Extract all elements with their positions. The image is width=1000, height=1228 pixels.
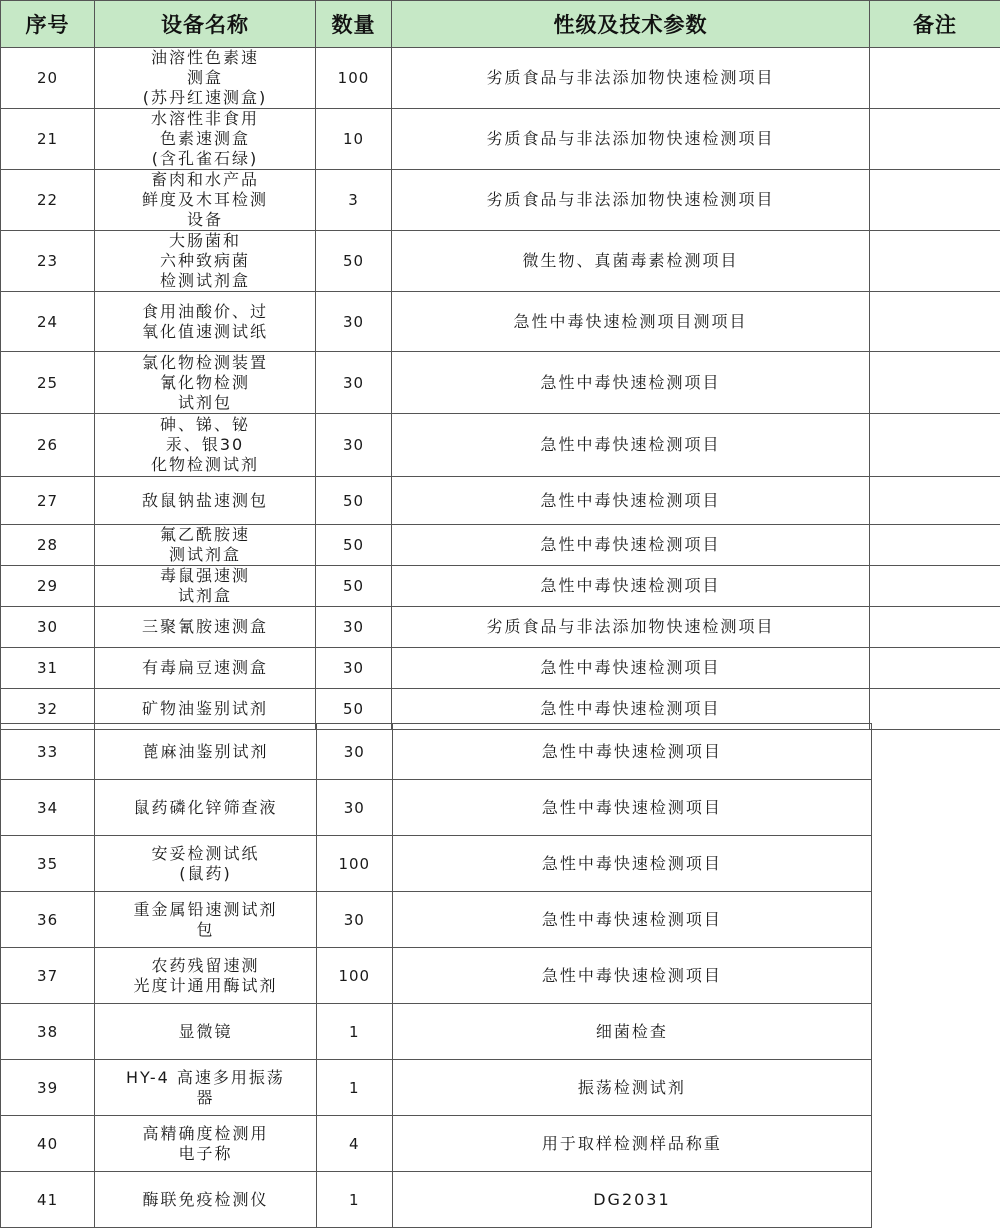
table-row — [1, 1172, 872, 1228]
cell-qty: 100 — [316, 948, 392, 1004]
cell-no: 22 — [1, 170, 95, 231]
header-no: 序号 — [1, 1, 95, 48]
cell-name: 氯化物检测装置 氰化物检测 试剂包 — [95, 352, 316, 414]
cell-no: 28 — [1, 525, 95, 566]
header-row — [1, 1, 1000, 48]
cell-name: 重金属铅速测试剂 包 — [95, 892, 317, 948]
cell-qty: 30 — [316, 292, 392, 352]
table-row — [1, 780, 872, 836]
cell-no: 23 — [1, 231, 95, 292]
cell-no: 31 — [1, 648, 95, 689]
cell-spec: 急性中毒快速检测项目 — [392, 724, 871, 780]
cell-remark — [870, 648, 1000, 689]
cell-name: 三聚氰胺速测盒 — [95, 607, 316, 648]
cell-name: 氟乙酰胺速 测试剂盒 — [95, 525, 316, 566]
cell-name: 砷、锑、铋 汞、银30 化物检测试剂 — [95, 414, 316, 477]
table-row — [1, 48, 1000, 109]
cell-qty: 50 — [316, 477, 392, 525]
cell-spec: 急性中毒快速检测项目 — [392, 414, 870, 477]
cell-qty: 50 — [316, 566, 392, 607]
table-row — [1, 414, 1000, 477]
cell-qty: 3 — [316, 170, 392, 231]
cell-no: 39 — [1, 1060, 95, 1116]
cell-name: 农药残留速测 光度计通用酶试剂 — [95, 948, 317, 1004]
table-row — [1, 1004, 872, 1060]
table-row — [1, 892, 872, 948]
cell-spec: 急性中毒快速检测项目 — [392, 566, 870, 607]
cell-no: 37 — [1, 948, 95, 1004]
table-row — [1, 648, 1000, 689]
cell-remark — [870, 566, 1000, 607]
cell-spec: 微生物、真菌毒素检测项目 — [392, 231, 870, 292]
table-row — [1, 352, 1000, 414]
cell-spec: 急性中毒快速检测项目 — [392, 352, 870, 414]
cell-spec: 急性中毒快速检测项目 — [392, 948, 871, 1004]
cell-no: 26 — [1, 414, 95, 477]
cell-name: 食用油酸价、过 氧化值速测试纸 — [95, 292, 316, 352]
cell-name: 大肠菌和 六种致病菌 检测试剂盒 — [95, 231, 316, 292]
table-row — [1, 566, 1000, 607]
table-row — [1, 607, 1000, 648]
cell-no: 35 — [1, 836, 95, 892]
cell-spec: 急性中毒快速检测项目 — [392, 836, 871, 892]
table-row — [1, 170, 1000, 231]
cell-remark — [870, 525, 1000, 566]
cell-remark — [870, 109, 1000, 170]
cell-spec: 细菌检查 — [392, 1004, 871, 1060]
cell-name: 矿物油鉴别试剂 — [95, 689, 316, 730]
cell-qty: 30 — [316, 780, 392, 836]
table-row — [1, 948, 872, 1004]
cell-qty: 4 — [316, 1116, 392, 1172]
cell-remark — [870, 231, 1000, 292]
cell-remark — [870, 352, 1000, 414]
cell-spec: 急性中毒快速检测项目 — [392, 780, 871, 836]
cell-no: 20 — [1, 48, 95, 109]
cell-qty: 50 — [316, 525, 392, 566]
cell-no: 40 — [1, 1116, 95, 1172]
header-name: 设备名称 — [95, 1, 316, 48]
cell-spec: 用于取样检测样品称重 — [392, 1116, 871, 1172]
cell-qty: 100 — [316, 836, 392, 892]
cell-name: 畜肉和水产品 鲜度及木耳检测 设备 — [95, 170, 316, 231]
cell-no: 30 — [1, 607, 95, 648]
cell-remark — [870, 689, 1000, 730]
cell-qty: 1 — [316, 1060, 392, 1116]
cell-name: 蓖麻油鉴别试剂 — [95, 724, 317, 780]
cell-name: 敌鼠钠盐速测包 — [95, 477, 316, 525]
cell-qty: 30 — [316, 414, 392, 477]
header-qty: 数量 — [316, 1, 392, 48]
cell-qty: 30 — [316, 607, 392, 648]
cell-remark — [870, 414, 1000, 477]
cell-qty: 1 — [316, 1172, 392, 1228]
table-row — [1, 724, 872, 780]
table-row — [1, 1060, 872, 1116]
cell-remark — [870, 477, 1000, 525]
cell-no: 33 — [1, 724, 95, 780]
cell-qty: 1 — [316, 1004, 392, 1060]
cell-qty: 10 — [316, 109, 392, 170]
cell-no: 25 — [1, 352, 95, 414]
cell-spec: DG2031 — [392, 1172, 871, 1228]
cell-qty: 30 — [316, 724, 392, 780]
cell-name: 有毒扁豆速测盒 — [95, 648, 316, 689]
table-row — [1, 836, 872, 892]
cell-qty: 100 — [316, 48, 392, 109]
cell-spec: 劣质食品与非法添加物快速检测项目 — [392, 48, 870, 109]
table-row — [1, 1116, 872, 1172]
cell-name: 酶联免疫检测仪 — [95, 1172, 317, 1228]
table-row — [1, 477, 1000, 525]
cell-remark — [870, 292, 1000, 352]
cell-no: 36 — [1, 892, 95, 948]
cell-no: 21 — [1, 109, 95, 170]
cell-spec: 急性中毒快速检测项目 — [392, 892, 871, 948]
cell-spec: 急性中毒快速检测项目测项目 — [392, 292, 870, 352]
cell-no: 27 — [1, 477, 95, 525]
cell-qty: 30 — [316, 352, 392, 414]
cell-name: 油溶性色素速 测盒 (苏丹红速测盒) — [95, 48, 316, 109]
table-row — [1, 231, 1000, 292]
cell-remark — [870, 170, 1000, 231]
cell-remark — [870, 607, 1000, 648]
cell-name: 水溶性非食用 色素速测盒 (含孔雀石绿) — [95, 109, 316, 170]
cell-qty: 30 — [316, 892, 392, 948]
header-remark: 备注 — [870, 1, 1000, 48]
table-row — [1, 292, 1000, 352]
cell-no: 24 — [1, 292, 95, 352]
cell-spec: 振荡检测试剂 — [392, 1060, 871, 1116]
cell-spec: 急性中毒快速检测项目 — [392, 648, 870, 689]
header-spec: 性级及技术参数 — [392, 1, 870, 48]
cell-spec: 急性中毒快速检测项目 — [392, 689, 870, 730]
cell-no: 32 — [1, 689, 95, 730]
cell-spec: 劣质食品与非法添加物快速检测项目 — [392, 607, 870, 648]
cell-qty: 50 — [316, 689, 392, 730]
cell-name: 高精确度检测用 电子称 — [95, 1116, 317, 1172]
cell-spec: 急性中毒快速检测项目 — [392, 525, 870, 566]
cell-remark — [870, 48, 1000, 109]
table-row — [1, 525, 1000, 566]
cell-spec: 劣质食品与非法添加物快速检测项目 — [392, 170, 870, 231]
cell-no: 29 — [1, 566, 95, 607]
cell-qty: 50 — [316, 231, 392, 292]
cell-name: HY-4 高速多用振荡 器 — [95, 1060, 317, 1116]
cell-no: 34 — [1, 780, 95, 836]
equipment-table-bottom — [0, 723, 872, 1228]
cell-name: 显微镜 — [95, 1004, 317, 1060]
cell-name: 毒鼠强速测 试剂盒 — [95, 566, 316, 607]
cell-no: 38 — [1, 1004, 95, 1060]
cell-qty: 30 — [316, 648, 392, 689]
cell-name: 安妥检测试纸 (鼠药) — [95, 836, 317, 892]
cell-name: 鼠药磷化锌筛查液 — [95, 780, 317, 836]
cell-spec: 急性中毒快速检测项目 — [392, 477, 870, 525]
cell-no: 41 — [1, 1172, 95, 1228]
cell-spec: 劣质食品与非法添加物快速检测项目 — [392, 109, 870, 170]
table-row — [1, 109, 1000, 170]
